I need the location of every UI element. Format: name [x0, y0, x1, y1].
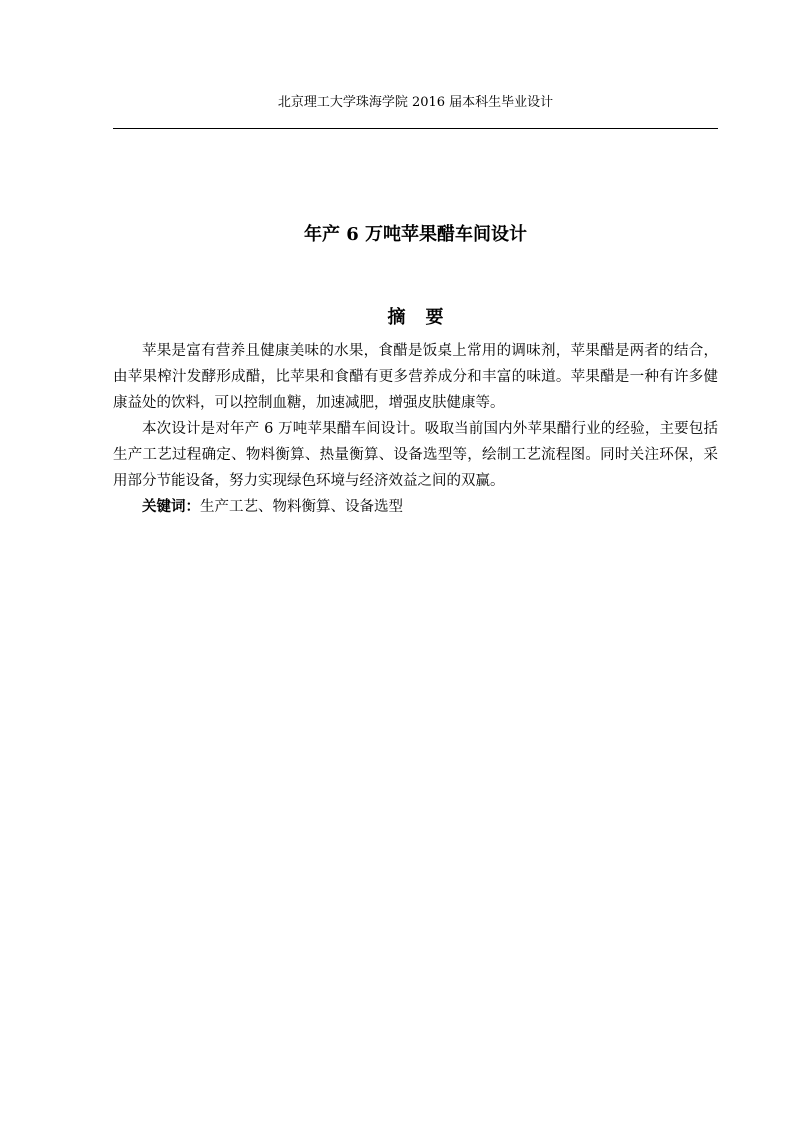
keywords-line: [113, 494, 718, 520]
abstract-heading: 摘要: [387, 307, 464, 328]
header-divider: [113, 128, 718, 129]
keywords-text: 生产工艺、物料衡算、设备选型: [200, 499, 403, 515]
abstract-paragraph: 本次设计是对年产 6 万吨苹果醋车间设计。吸取当前国内外苹果醋行业的经验，主要包括生产工艺过程确定、物料衡算、热量衡算、设备选型等，绘制工艺流程图。同时关注环保，采用部分节能设备，努力实现绿色环境与经济效益之间的双赢。: [113, 421, 718, 489]
document-title: 年产 6 万吨苹果醋车间设计: [303, 224, 528, 245]
keywords-label: 关键词：: [142, 498, 200, 515]
abstract-body: [113, 338, 718, 520]
abstract-paragraph: 苹果是富有营养且健康美味的水果，食醋是饭桌上常用的调味剂，苹果醋是两者的结合，由苹果榨汁发酵形成醋，比苹果和食醋有更多营养成分和丰富的味道。苹果醋是一种有许多健康益处的饮料，可以控制血糖，加速减肥，增强皮肤健康等。: [113, 343, 718, 411]
running-header: 北京理工大学珠海学院 2016 届本科生毕业设计: [277, 95, 554, 110]
